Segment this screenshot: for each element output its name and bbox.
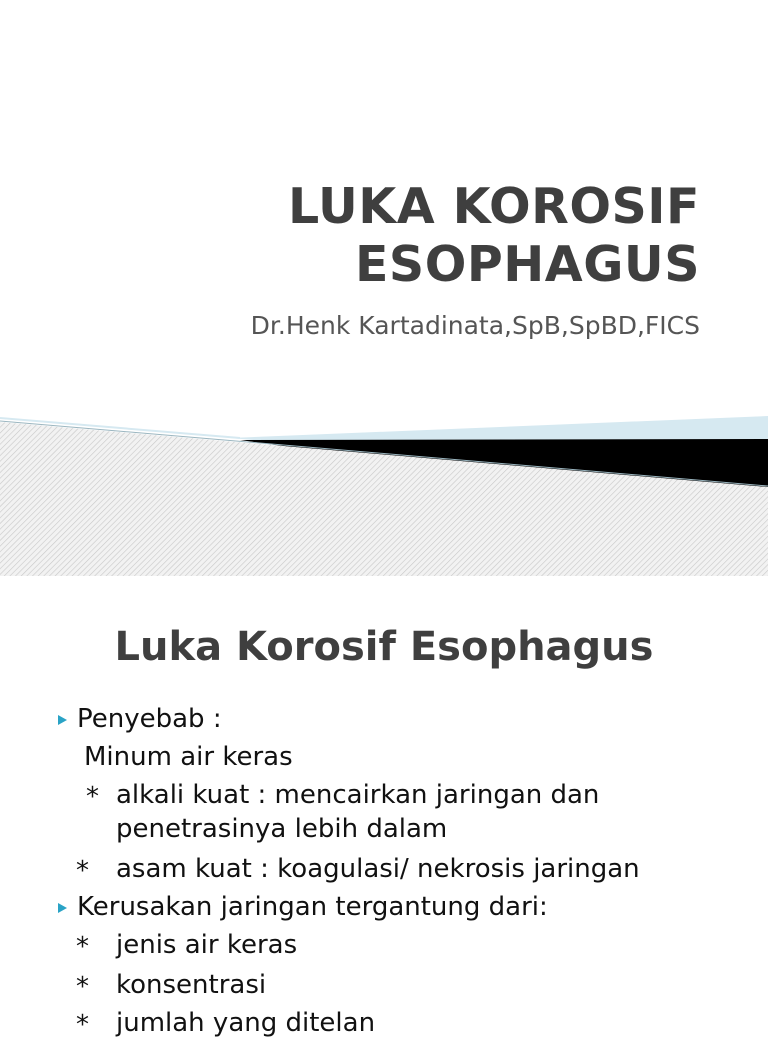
- body-line: Minum air keras: [84, 742, 293, 772]
- title-line-2: ESOPHAGUS: [354, 236, 700, 293]
- decorative-wave-band: [0, 410, 768, 576]
- slide-subtitle: Dr.Henk Kartadinata,SpB,SpBD,FICS: [250, 311, 700, 340]
- slide-content: [0, 576, 768, 1040]
- title-line-1: LUKA KOROSIF: [287, 178, 700, 235]
- body-line: jenis air keras: [116, 930, 298, 960]
- slide-title-heading: [60, 178, 700, 294]
- asterisk-bullet: *: [76, 972, 89, 1002]
- body-line: konsentrasi: [116, 970, 267, 1000]
- asterisk-bullet: *: [86, 782, 99, 812]
- bullet-arrow-icon: [58, 715, 67, 725]
- body-line: Penyebab :: [77, 704, 222, 734]
- body-line: alkali kuat : mencairkan jaringan dan: [116, 780, 600, 810]
- asterisk-bullet: *: [76, 856, 89, 886]
- slide-content-title: Luka Korosif Esophagus: [114, 624, 654, 670]
- body-line: Kerusakan jaringan tergantung dari:: [77, 892, 548, 922]
- body-line: penetrasinya lebih dalam: [116, 814, 448, 844]
- body-line: asam kuat : koagulasi/ nekrosis jaringan: [116, 854, 640, 884]
- body-line: jumlah yang ditelan: [116, 1008, 376, 1038]
- bullet-arrow-icon: [58, 903, 67, 913]
- asterisk-bullet: *: [76, 932, 89, 962]
- asterisk-bullet: *: [76, 1010, 89, 1040]
